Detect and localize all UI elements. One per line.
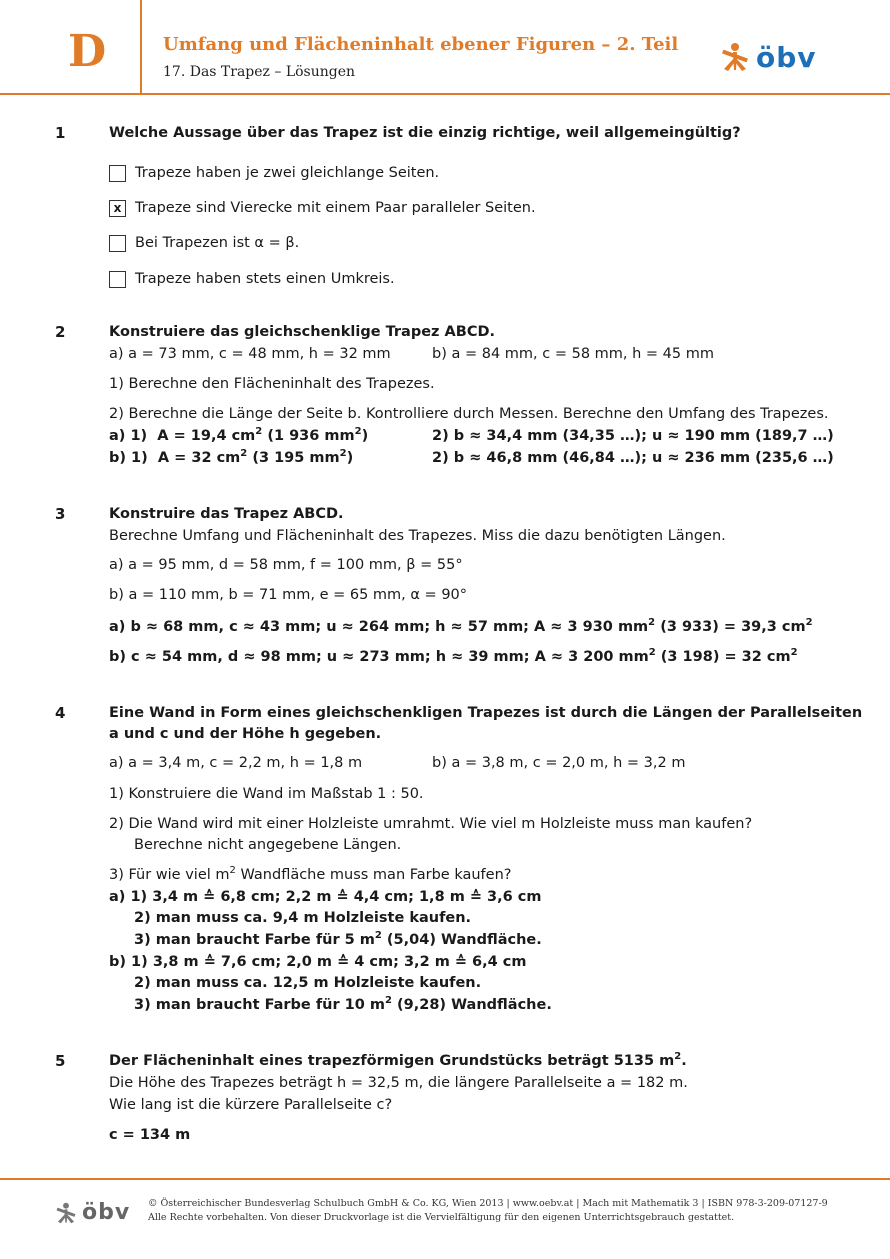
footer-logo bbox=[55, 1200, 130, 1225]
task3-title: Konstruire das Trapez ABCD. bbox=[109, 506, 344, 522]
task4-answer-a2: 2) man muss ca. 9,4 m Holzleiste kaufen. bbox=[134, 910, 472, 926]
task2-answer-b1: b) 1) A = 32 $cm^2$ (3 195 $mm^2$) bbox=[109, 448, 354, 466]
option-label: Trapeze sind Vierecke mit einem Paar paralleler Seiten. bbox=[135, 200, 536, 216]
task4-q2-line1: 2) Die Wand wird mit einer Holzleiste umrahmt. Wie viel m Holzleiste muss man kaufen? bbox=[109, 816, 753, 832]
task3-answer-b: b) c ≈ 54 mm, d ≈ 98 mm; u ≈ 273 mm; h ≈ 39 mm; A ≈ 3 200 $mm^2$ (3 198) = 32 $cm^2$ bbox=[109, 647, 798, 665]
task2-part-a: a) a = 73 mm, c = 48 mm, h = 32 mm bbox=[109, 346, 391, 362]
task1-option[interactable] bbox=[109, 270, 395, 288]
task2-q2: 2) Berechne die Länge der Seite b. Kontrolliere durch Messen. Berechne den Umfang des Trapezes. bbox=[109, 406, 829, 422]
header-divider bbox=[0, 93, 890, 95]
task4-answer-b1: b) 1) 3,8 m ≙ 7,6 cm; 2,0 m ≙ 4 cm; 3,2 m ≙ 6,4 cm bbox=[109, 954, 527, 970]
copyright-line: © Österreichischer Bundesverlag Schulbuch GmbH & Co. KG, Wien 2013 | www.oebv.at | Mach mit Mathematik 3 | ISBN 978-3-209-07127-9 bbox=[148, 1198, 828, 1209]
task-number: 2 bbox=[55, 323, 66, 341]
task5-line1: Die Höhe des Trapezes beträgt h = 32,5 m, die längere Parallelseite a = 182 m. bbox=[109, 1075, 688, 1091]
publisher-logo bbox=[720, 40, 817, 74]
task4-title-line1: Eine Wand in Form eines gleichschenkligen Trapezes ist durch die Längen der Parallelseiten bbox=[109, 705, 863, 721]
header-divider-vertical bbox=[140, 0, 142, 94]
task4-part-a: a) a = 3,4 m, c = 2,2 m, h = 1,8 m bbox=[109, 755, 363, 771]
task4-q3: 3) Für wie viel $m^2$ Wandfläche muss man Farbe kaufen? bbox=[109, 865, 512, 883]
option-label: Bei Trapezen ist α = β. bbox=[135, 235, 300, 251]
task2-title: Konstruiere das gleichschenklige Trapez ABCD. bbox=[109, 324, 495, 340]
star-logo-icon bbox=[720, 42, 750, 72]
task1-option[interactable] bbox=[109, 234, 299, 252]
footer-divider bbox=[0, 1178, 890, 1180]
task1-option[interactable] bbox=[109, 164, 439, 182]
task4-q2-line2: Berechne nicht angegebene Längen. bbox=[134, 837, 402, 853]
star-logo-icon bbox=[55, 1202, 77, 1224]
task1-option[interactable] bbox=[109, 199, 536, 217]
logo-text: öbv bbox=[756, 40, 817, 74]
task4-part-b: b) a = 3,8 m, c = 2,0 m, h = 3,2 m bbox=[432, 755, 686, 771]
task-number: 4 bbox=[55, 704, 66, 722]
checkbox[interactable] bbox=[109, 235, 126, 252]
task5-title: Der Flächeninhalt eines trapezförmigen Grundstücks beträgt 5135 $m^2$. bbox=[109, 1051, 687, 1069]
task2-answer-b2: 2) b ≈ 46,8 mm (46,84 …); u ≈ 236 mm (235,6 …) bbox=[432, 450, 834, 466]
task2-answer-a1: a) 1) A = 19,4 $cm^2$ (1 936 $mm^2$) bbox=[109, 426, 369, 444]
option-label: Trapeze haben je zwei gleichlange Seiten. bbox=[135, 165, 440, 181]
task4-q1: 1) Konstruiere die Wand im Maßstab 1 : 50. bbox=[109, 786, 424, 802]
checkbox[interactable] bbox=[109, 165, 126, 182]
task-number: 1 bbox=[55, 124, 66, 142]
checkbox-checked[interactable]: x bbox=[109, 200, 126, 217]
task4-title-line2: a und c und der Höhe h gegeben. bbox=[109, 726, 382, 742]
task3-part-b: b) a = 110 mm, b = 71 mm, e = 65 mm, α = 90° bbox=[109, 587, 468, 603]
task4-answer-a3: 3) man braucht Farbe für 5 $m^2$ (5,04) Wandfläche. bbox=[134, 930, 542, 948]
page-subtitle: 17. Das Trapez – Lösungen bbox=[163, 64, 356, 80]
logo-text: öbv bbox=[82, 1200, 131, 1225]
page-title: Umfang und Flächeninhalt ebener Figuren – 2. Teil bbox=[163, 34, 679, 55]
task3-answer-a: a) b ≈ 68 mm, c ≈ 43 mm; u ≈ 264 mm; h ≈ 57 mm; A ≈ 3 930 $mm^2$ (3 933) = 39,3 $cm^2$ bbox=[109, 617, 813, 635]
task3-instruction: Berechne Umfang und Flächeninhalt des Trapezes. Miss die dazu benötigten Längen. bbox=[109, 528, 726, 544]
task2-q1: 1) Berechne den Flächeninhalt des Trapezes. bbox=[109, 376, 435, 392]
task1-question: Welche Aussage über das Trapez ist die einzig richtige, weil allgemeingültig? bbox=[109, 125, 741, 141]
task2-answer-a2: 2) b ≈ 34,4 mm (34,35 …); u ≈ 190 mm (189,7 …) bbox=[432, 428, 834, 444]
task5-line2: Wie lang ist die kürzere Parallelseite c? bbox=[109, 1097, 393, 1113]
task2-part-b: b) a = 84 mm, c = 58 mm, h = 45 mm bbox=[432, 346, 714, 362]
checkbox[interactable] bbox=[109, 271, 126, 288]
task-number: 5 bbox=[55, 1052, 66, 1070]
task3-part-a: a) a = 95 mm, d = 58 mm, f = 100 mm, β = 55° bbox=[109, 557, 463, 573]
task4-answer-b3: 3) man braucht Farbe für 10 $m^2$ (9,28) Wandfläche. bbox=[134, 995, 552, 1013]
task-number: 3 bbox=[55, 505, 66, 523]
option-label: Trapeze haben stets einen Umkreis. bbox=[135, 271, 395, 287]
task4-answer-a1: a) 1) 3,4 m ≙ 6,8 cm; 2,2 m ≙ 4,4 cm; 1,8 m ≙ 3,6 cm bbox=[109, 889, 542, 905]
rights-line: Alle Rechte vorbehalten. Von dieser Druckvorlage ist die Vervielfältigung für den eigenen Unterrichtsgebrauch gestattet. bbox=[148, 1212, 735, 1223]
chapter-letter: D bbox=[68, 26, 107, 77]
task4-answer-b2: 2) man muss ca. 12,5 m Holzleiste kaufen. bbox=[134, 975, 482, 991]
task5-answer: c = 134 m bbox=[109, 1127, 191, 1143]
